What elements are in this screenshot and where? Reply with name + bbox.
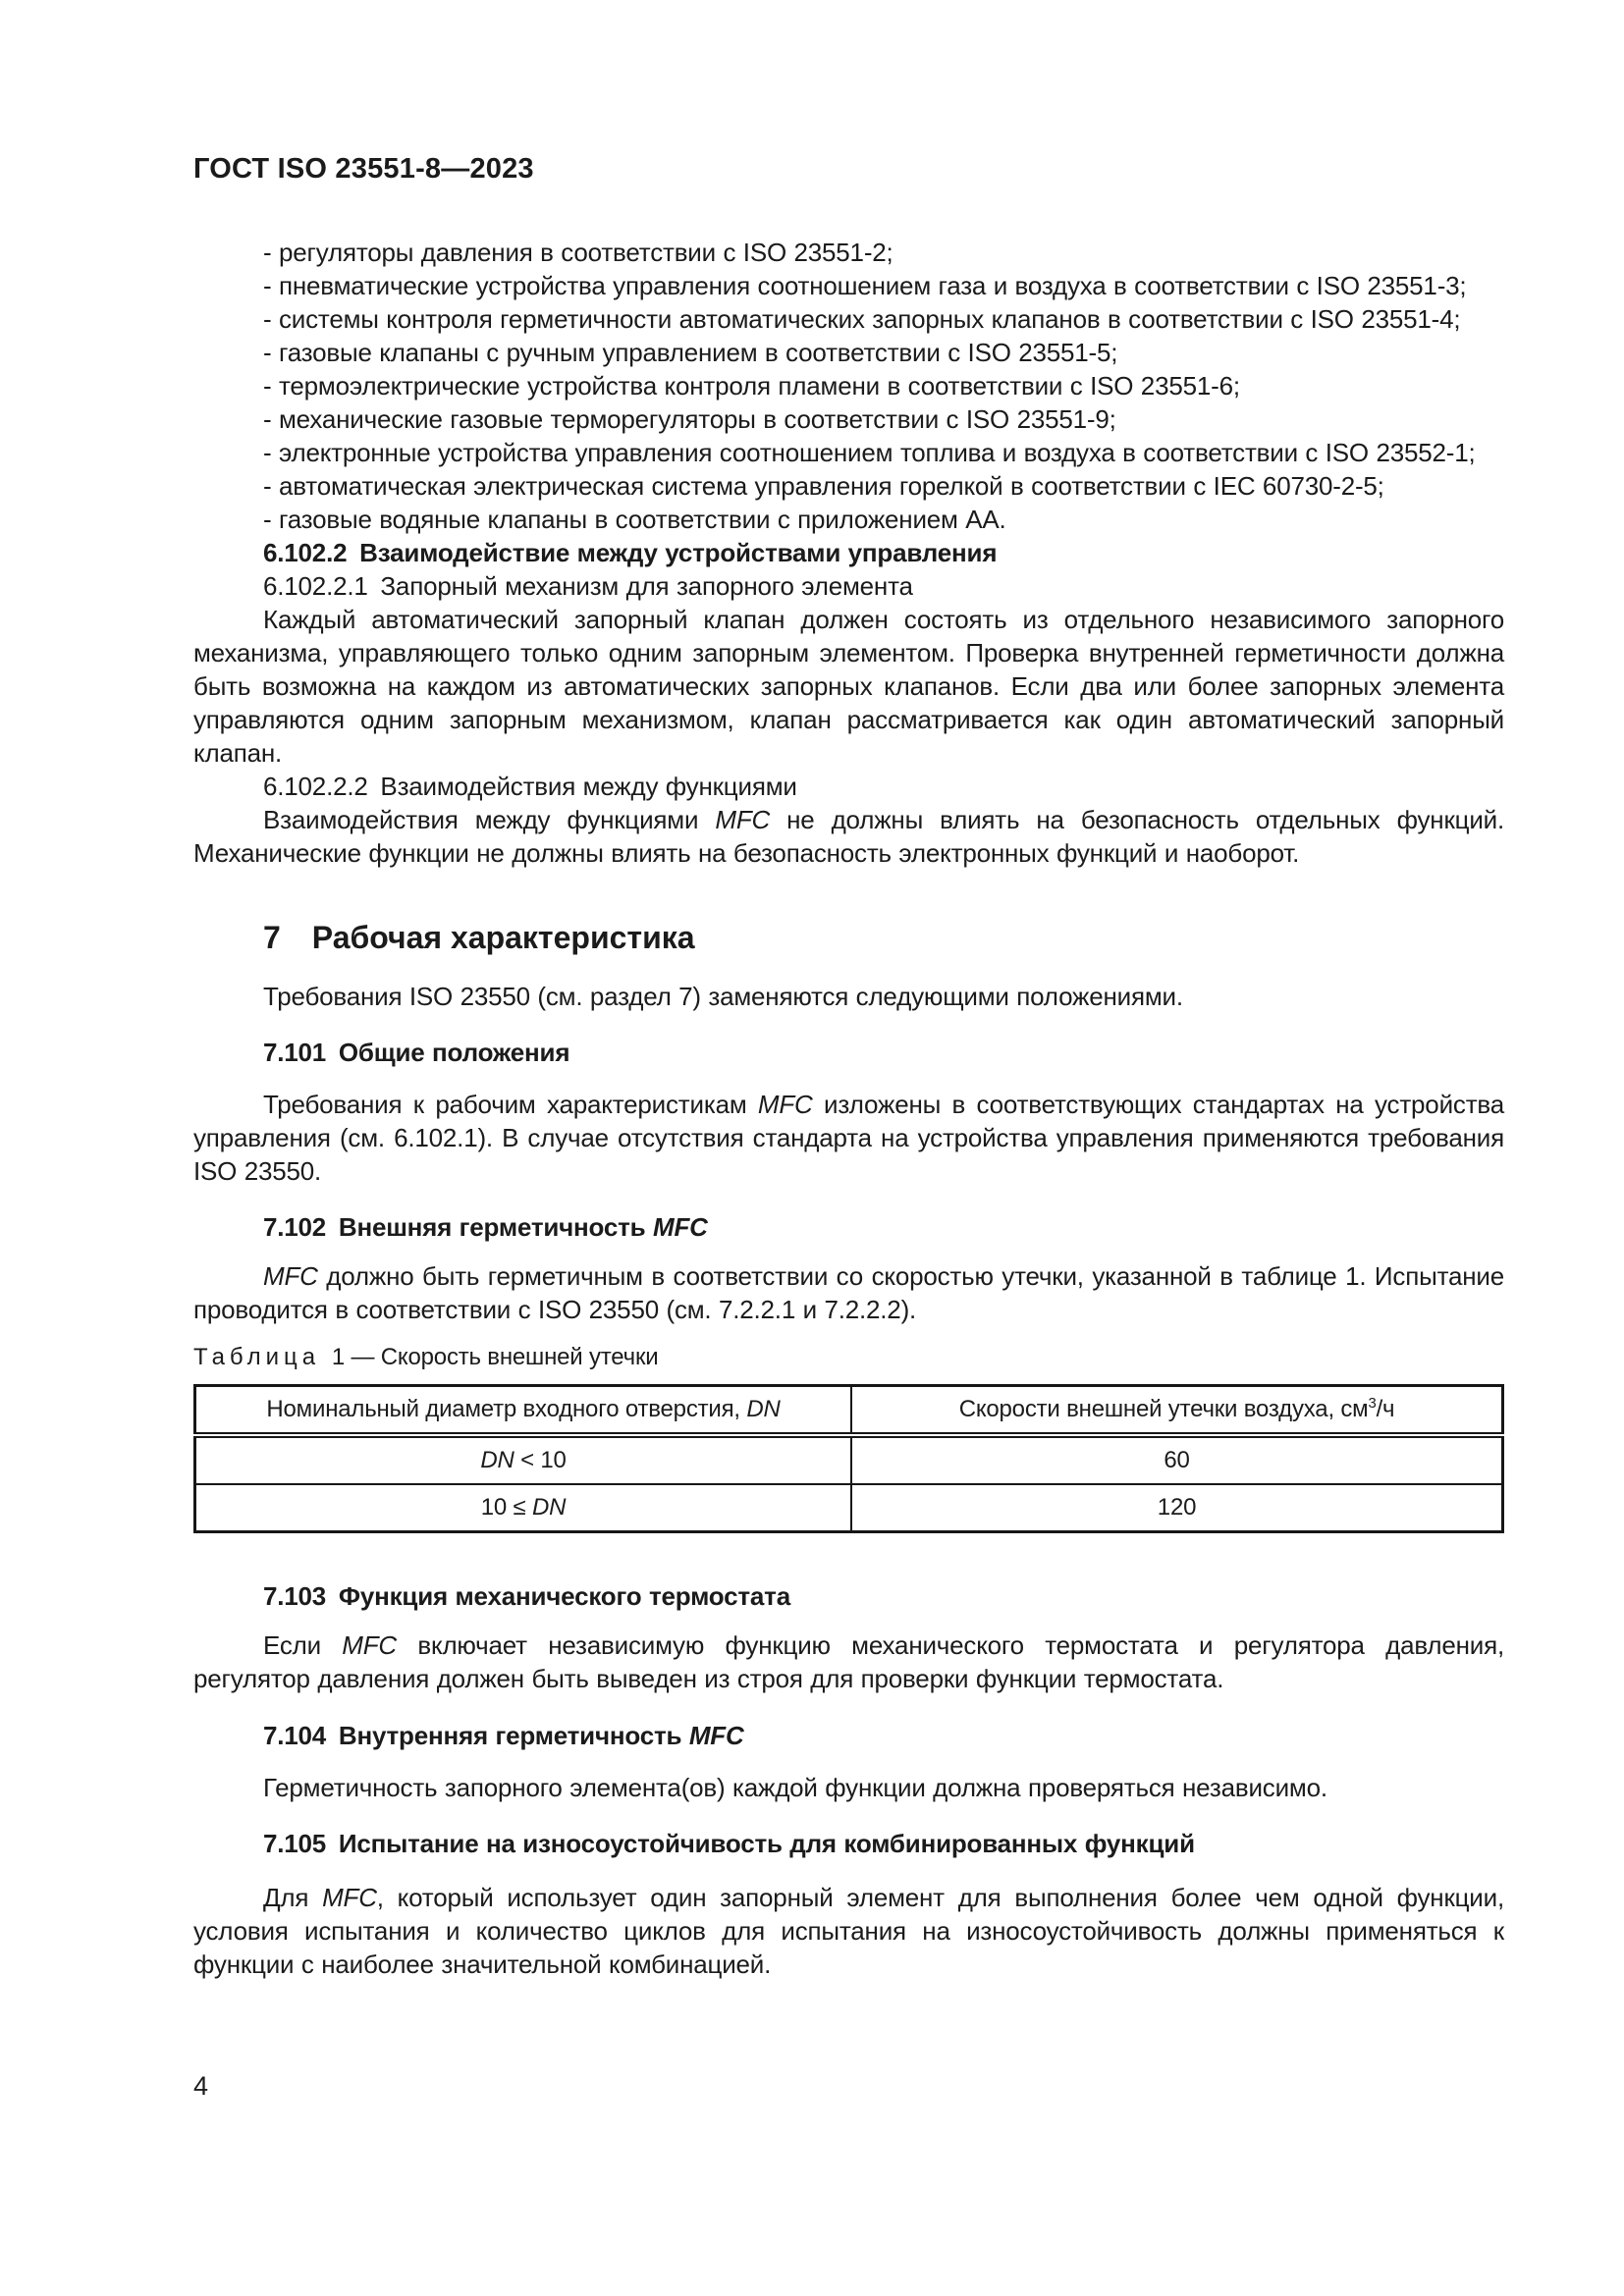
heading-7-101: 7.101 Общие положения — [263, 1038, 570, 1067]
paragraph-7-103: Если MFC включает независимую функцию механического термостата и регулятора давления, регулятор давления должен быть выведен из строя для проверки функции термостата. — [193, 1630, 1505, 1693]
dash-list-item: - газовые клапаны с ручным управлением в соответствии с ISO 23551-5; — [263, 338, 1118, 367]
paragraph-function-interactions: Взаимодействия между функциями MFC не должны влиять на безопасность отдельных функций. Механические функции не должны влиять на безопасность электронных функций и наоборот. — [193, 805, 1504, 868]
paragraph-7-101: Требования к рабочим характеристикам MFC изложены в соответствующих стандартах на устройства управления (см. 6.102.1). В случае отсутствия стандарта на устройства управления применяются требования ISO 23550. — [193, 1090, 1504, 1186]
paragraph-7-102: MFC должно быть герметичным в соответствии со скоростью утечки, указанной в таблице 1. Испытание проводится в соответствии с ISO 23550 (см. 7.2.2.1 и 7.2.2.2). — [193, 1261, 1504, 1324]
heading-7-105: 7.105 Испытание на износоустойчивость для комбинированных функций — [263, 1829, 1195, 1858]
heading-6-102-2: 6.102.2 Взаимодействие между устройствами управления — [263, 538, 998, 567]
table-row — [195, 1484, 1503, 1532]
paragraph-7-105: Для MFC, который использует один запорный элемент для выполнения более чем одной функции, условия испытания и количество циклов для испытания на износоустойчивость должны применяться к функции с наиболее значительной комбинацией. — [193, 1883, 1504, 1979]
column-header-diameter: Номинальный диаметр входного отверстия, DN — [195, 1386, 852, 1436]
dash-list-item: - автоматическая электрическая система управления горелкой в соответствии с IEC 60730-2-5; — [263, 471, 1384, 501]
running-header: ГОСТ ISO 23551-8—2023 — [193, 153, 534, 185]
column-header-leak-rate: Скорости внешней утечки воздуха, $см^3/ч$ — [851, 1386, 1502, 1436]
table-1-caption: Таблица 1 — Скорость внешней утечки — [193, 1344, 659, 1370]
heading-6-102-2-2: 6.102.2.2 Взаимодействия между функциями — [263, 772, 797, 801]
table-header-row — [195, 1386, 1503, 1436]
dash-list-item: - пневматические устройства управления соотношением газа и воздуха в соответствии с ISO 23551-3; — [263, 271, 1467, 300]
heading-6-102-2-1: 6.102.2.1 Запорный механизм для запорного элемента — [263, 571, 913, 601]
cell-rate-120: 120 — [851, 1484, 1502, 1532]
heading-7-102: 7.102 Внешняя герметичность MFC — [263, 1212, 708, 1242]
heading-7-104: 7.104 Внутренняя герметичность MFC — [263, 1721, 744, 1750]
cell-rate-60: 60 — [851, 1435, 1502, 1484]
paragraph-shutoff-mechanism: Каждый автоматический запорный клапан должен состоять из отдельного независимого запорного механизма, управляющего только одним запорным элементом. Проверка внутренней герметичности должна быть возможна на каждом из автоматических запорных клапанов. Если два или более запорных элемента управляются одним запорным механизмом, клапан рассматривается как один автоматический запорный клапан. — [193, 605, 1504, 768]
dash-list-item: - регуляторы давления в соответствии с ISO 23551-2; — [263, 238, 893, 267]
section-7-title: 7 Рабочая характеристика — [263, 920, 695, 955]
page-number: 4 — [193, 2071, 209, 2101]
leak-rate-table — [193, 1384, 1504, 1533]
dash-list-item: - механические газовые терморегуляторы в соответствии с ISO 23551-9; — [263, 404, 1116, 434]
dash-list — [193, 236, 1504, 536]
paragraph-section-7-intro: Требования ISO 23550 (см. раздел 7) заменяются следующими положениями. — [263, 982, 1183, 1011]
dash-list-item: - электронные устройства управления соотношением топлива и воздуха в соответствии с ISO 23552-1; — [263, 438, 1476, 467]
heading-7-103: 7.103 Функция механического термостата — [263, 1581, 790, 1611]
dash-list-item: - газовые водяные клапаны в соответствии с приложением АА. — [263, 505, 1006, 534]
dash-list-item: - системы контроля герметичности автоматических запорных клапанов в соответствии с ISO 23551-4; — [263, 304, 1461, 334]
paragraph-7-104: Герметичность запорного элемента(ов) каждой функции должна проверяться независимо. — [263, 1773, 1327, 1802]
cell-dn-lt-10: DN < 10 — [195, 1435, 852, 1484]
dash-list-item: - термоэлектрические устройства контроля пламени в соответствии с ISO 23551-6; — [263, 371, 1240, 400]
table-row — [195, 1435, 1503, 1484]
cell-dn-ge-10: 10 ≤ DN — [195, 1484, 852, 1532]
